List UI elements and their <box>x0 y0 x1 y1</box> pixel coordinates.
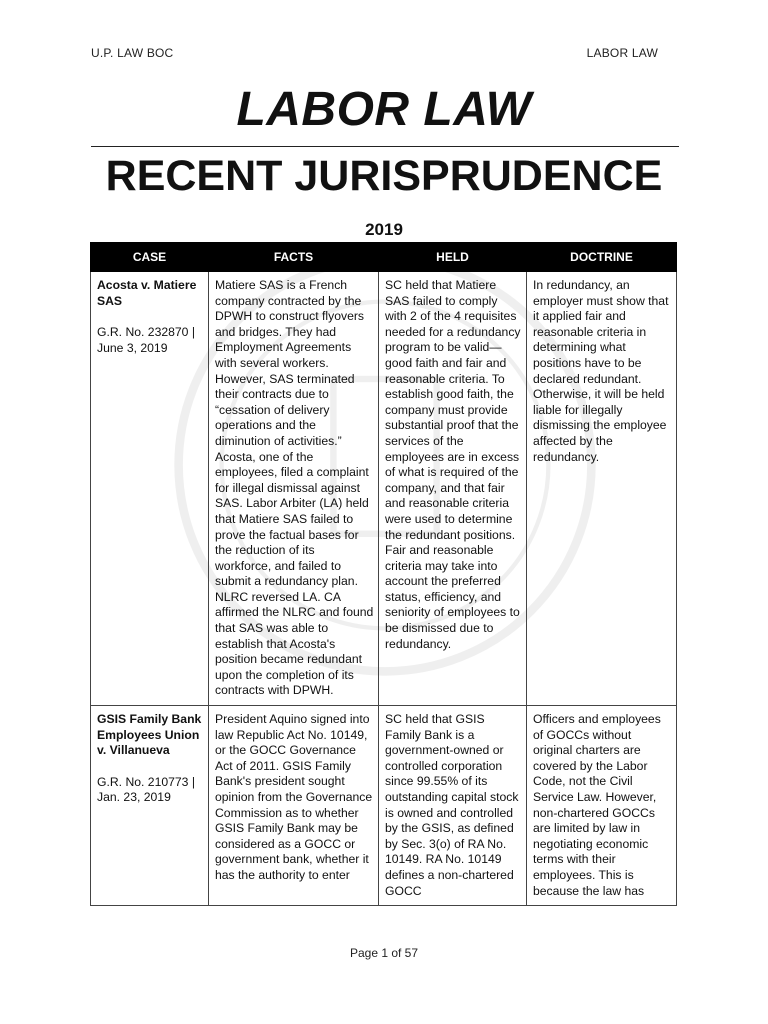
header-right: LABOR LAW <box>586 46 658 60</box>
column-header-case: CASE <box>91 243 209 272</box>
doctrine-cell: Officers and employees of GOCCs without original charters are covered by the Labor Code, not the Civil Service Law. However, non-chartered GOCCs are limited by law in negotiating economic terms with their employees. This is because the law has <box>527 706 677 906</box>
column-header-doctrine: DOCTRINE <box>527 243 677 272</box>
page-title: LABOR LAW <box>236 83 532 136</box>
section-year: 2019 <box>365 220 403 239</box>
table-row <box>91 706 677 906</box>
facts-cell: President Aquino signed into law Republic Act No. 10149, or the GOCC Governance Act of 2011. GSIS Family Bank's president sought opinion from the Governance Commission as to whether GSIS Family Bank may be considered as a GOCC or government bank, whether it has the authority to enter <box>209 706 379 906</box>
case-cell <box>91 706 209 906</box>
case-cell <box>91 272 209 706</box>
column-header-facts: FACTS <box>209 243 379 272</box>
page-subtitle: RECENT JURISPRUDENCE <box>105 152 663 200</box>
page-number: Page 1 of 57 <box>349 946 419 960</box>
case-citation: G.R. No. 210773 | Jan. 23, 2019 <box>97 774 196 805</box>
held-cell: SC held that Matiere SAS failed to comply with 2 of the 4 requisites needed for a redundancy program to be valid—good faith and fair and reasonable criteria. To establish good faith, the company must provide substantial proof that the services of the employees are in excess of what is required of the company, and that fair and reasonable criteria were used to determine the redundant positions. Fair and reasonable criteria may take into account the preferred status, efficiency, and seniority of employees to be dismissed due to redundancy. <box>379 272 527 706</box>
held-cell: SC held that GSIS Family Bank is a government-owned or controlled corporation since 99.55% of its outstanding capital stock is owned and controlled by the GSIS, as defined by Sec. 3(o) of RA No. 10149. RA No. 10149 defines a non-chartered GOCC <box>379 706 527 906</box>
header-left: U.P. LAW BOC <box>91 46 174 60</box>
table-header-row <box>91 243 677 272</box>
doctrine-cell: In redundancy, an employer must show that it applied fair and reasonable criteria in determining what positions have to be declared redundant. Otherwise, it will be held liable for illegally dismissing the employee affected by the redundancy. <box>527 272 677 706</box>
column-header-held: HELD <box>379 243 527 272</box>
table-row <box>91 272 677 706</box>
case-name: GSIS Family Bank Employees Union v. Villanueva <box>97 712 202 758</box>
case-name: Acosta v. Matiere SAS <box>97 278 197 308</box>
title-divider <box>91 146 679 147</box>
facts-cell: Matiere SAS is a French company contracted by the DPWH to construct flyovers and bridges. They had Employment Agreements with several workers. However, SAS terminated their contracts due to “cessation of delivery operations and the diminution of activities.” Acosta, one of the employees, filed a complaint for illegal dismissal against SAS. Labor Arbiter (LA) held that Matiere SAS failed to prove the factual bases for the reduction of its workforce, and failed to submit a redundancy plan. NLRC reversed LA. CA affirmed the NLRC and found that SAS was able to establish that Acosta's position became redundant upon the completion of its contracts with DPWH. <box>209 272 379 706</box>
jurisprudence-table <box>90 242 677 906</box>
case-citation: G.R. No. 232870 | June 3, 2019 <box>97 325 196 355</box>
